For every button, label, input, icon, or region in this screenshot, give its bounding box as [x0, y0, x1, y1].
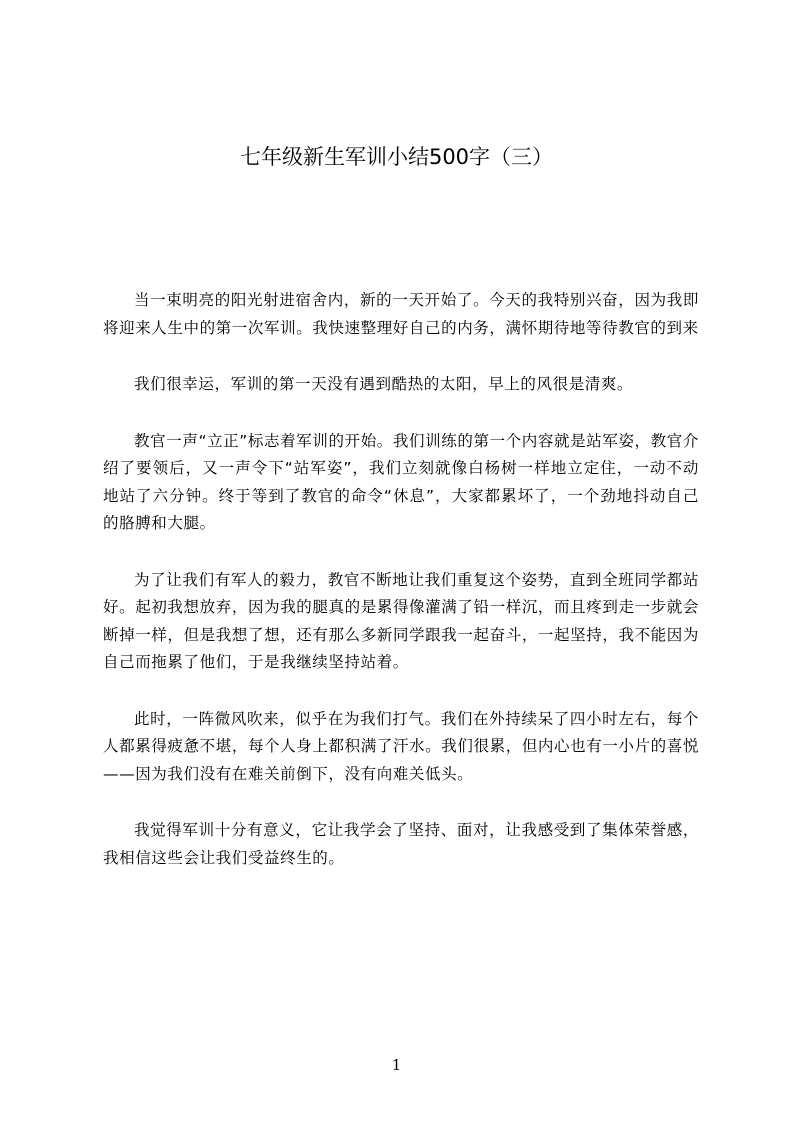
- paragraph-5: 此时，一阵微风吹来，似乎在为我们打气。我们在外持续呆了四小时左右，每个人都累得疲惫不堪，每个人身上都积满了汗水。我们很累，但内心也有一小片的喜悦——因为我们没有在难关前倒下，没有向难关低头。: [103, 709, 699, 783]
- paragraph-2: 我们很幸运，军训的第一天没有遇到酷热的太阳，早上的风很是清爽。: [134, 375, 634, 393]
- page-number: 1: [391, 1056, 402, 1074]
- document-body: [103, 287, 699, 901]
- paragraph-1: 当一束明亮的阳光射进宿舍内，新的一天开始了。今天的我特别兴奋，因为我即将迎来人生中的第一次军训。我快速整理好自己的内务，满怀期待地等待教官的到来: [103, 291, 699, 337]
- paragraph-3: 教官一声“立正”标志着军训的开始。我们训练的第一个内容就是站军姿，教官介绍了要领后，又一声令下“站军姿”，我们立刻就像白杨树一样地立定住，一动不动地站了六分钟。终于等到了教官的命令“休息”，大家都累坏了，一个劲地抖动自己的胳膊和大腿。: [103, 431, 699, 532]
- paragraph-4: 为了让我们有军人的毅力，教官不断地让我们重复这个姿势，直到全班同学都站好。起初我想放弃，因为我的腿真的是累得像灌满了铅一样沉，而且疼到走一步就会断掉一样，但是我想了想，还有那么多新同学跟我一起奋斗，一起坚持，我不能因为自己而拖累了他们，于是我继续坚持站着。: [103, 570, 699, 671]
- paragraph-6: 我觉得军训十分有意义，它让我学会了坚持、面对，让我感受到了集体荣誉感，我相信这些会让我们受益终生的。: [103, 821, 699, 867]
- document-title: 七年级新生军训小结500字（三）: [239, 145, 554, 169]
